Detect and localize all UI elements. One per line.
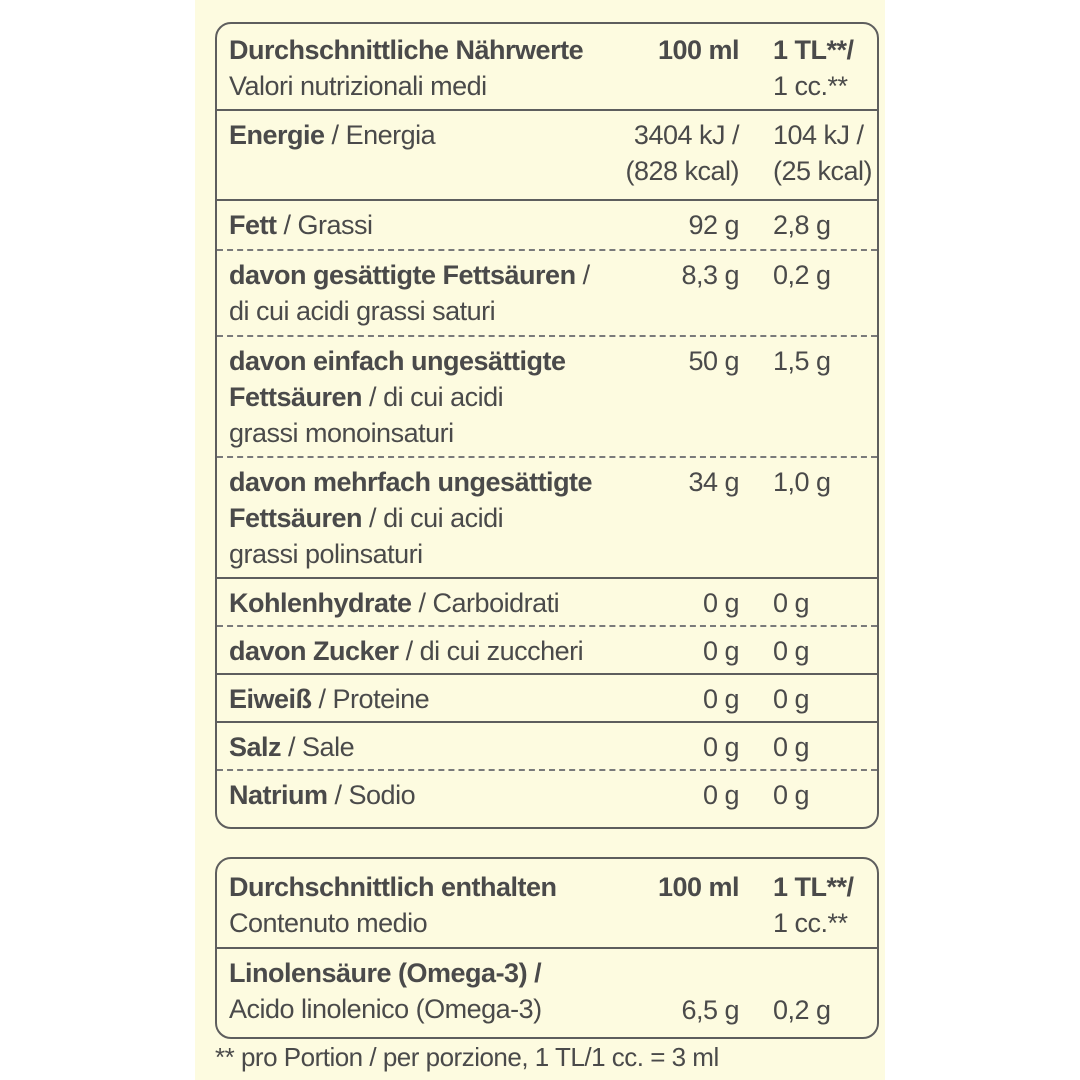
row-label-it: di cui acidi [383,503,504,533]
table-row-salt: Salz / Sale 0 g 0 g [217,721,877,771]
header-col-100ml: 100 ml [657,35,739,65]
value-100ml: 92 g [688,210,739,240]
table-header-row [217,24,877,111]
value-portion: 0 g [773,684,810,714]
table-row-monounsaturated-fat: davon einfach ungesättigte Fettsäuren / di cui acidi grassi monoinsaturi 50 g 1,5 g [217,335,877,458]
row-label-it: Proteine [332,684,430,714]
table-row-saturated-fat: davon gesättigte Fettsäuren / di cui acidi grassi saturi 8,3 g 0,2 g [217,249,877,337]
row-label-de: davon Zucker [229,636,399,666]
value-100ml: 3404 kJ / [633,120,739,150]
value-portion: 0,2 g [773,995,831,1025]
header-col-portion: 1 TL**/ [773,872,854,902]
row-label-it: Energia [345,120,436,150]
row-label-de: davon mehrfach ungesättigte [229,467,593,497]
value-100ml: 0 g [702,732,739,762]
value-portion: 104 kJ / [773,120,864,150]
value-100ml: 0 g [702,636,739,666]
nutrition-table [215,22,879,829]
footnote: ** pro Portion / per porzione, 1 TL/1 cc. = 3 ml [215,1042,719,1072]
table-row-energy: Energie / Energia 3404 kJ / (828 kcal) 104 kJ / (25 kcal) [217,109,877,201]
header-label-it: Contenuto medio [229,908,428,938]
value-100ml-kcal: (828 kcal) [625,156,739,186]
header-col-100ml: 100 ml [657,872,739,902]
row-label-it: Sale [302,732,355,762]
value-portion: 0 g [773,588,810,618]
table-row-polyunsaturated-fat: davon mehrfach ungesättigte Fettsäuren / di cui acidi grassi polinsaturi 34 g 1,0 g [217,456,877,579]
value-100ml: 6,5 g [681,995,739,1025]
omega3-table [215,857,879,1039]
row-label-de: Natrium [229,780,328,810]
header-label-de: Durchschnittlich enthalten [229,872,557,902]
value-100ml: 34 g [688,467,739,497]
value-100ml: 8,3 g [681,260,739,290]
table-row-protein: Eiweiß / Proteine 0 g 0 g [217,673,877,723]
row-label-de: Eiweiß [229,684,312,714]
header-label-it: Valori nutrizionali medi [229,71,487,101]
row-label-de-cont: Fettsäuren [229,503,363,533]
value-portion: 0 g [773,636,810,666]
row-label-it: di cui acidi grassi saturi [229,296,496,326]
table-row-fat: Fett / Grassi 92 g 2,8 g [217,199,877,251]
value-100ml: 0 g [702,780,739,810]
header-label-de: Durchschnittliche Nährwerte [229,35,584,65]
row-label-de: davon gesättigte Fettsäuren [229,260,576,290]
header-col-portion-it: 1 cc.** [773,908,848,938]
row-label-de: Linolensäure (Omega-3) / [229,958,542,988]
value-100ml: 0 g [702,684,739,714]
row-label-it: Acido linolenico (Omega-3) [229,994,542,1024]
row-label-de: davon einfach ungesättigte [229,346,566,376]
table-row-linolenic-acid [217,947,877,1036]
header-col-portion: 1 TL**/ [773,35,854,65]
table-row-sodium: Natrium / Sodio 0 g 0 g [217,769,877,826]
value-portion-kcal: (25 kcal) [773,156,873,186]
row-label-it: di cui acidi [383,382,504,412]
row-label-de: Salz [229,732,282,762]
value-portion: 0,2 g [773,260,831,290]
row-label-it: Grassi [297,210,373,240]
value-portion: 1,5 g [773,346,831,376]
row-label-it: Sodio [348,780,416,810]
header-col-portion-it: 1 cc.** [773,71,848,101]
table-row-sugars: davon Zucker / di cui zuccheri 0 g 0 g [217,625,877,675]
row-label-it-cont: grassi polinsaturi [229,539,423,569]
table-header-row [217,859,877,949]
row-label-it: Carboidrati [432,588,560,618]
value-portion: 0 g [773,780,810,810]
value-portion: 2,8 g [773,210,831,240]
row-label-it-cont: grassi monoinsaturi [229,418,454,448]
value-100ml: 50 g [688,346,739,376]
row-label-it: di cui zuccheri [419,636,584,666]
value-portion: 0 g [773,732,810,762]
value-100ml: 0 g [702,588,739,618]
row-label-de: Fett [229,210,277,240]
table-row-carbohydrates: Kohlenhydrate / Carboidrati 0 g 0 g [217,577,877,627]
row-label-de: Energie [229,120,325,150]
row-label-de: Kohlenhydrate [229,588,412,618]
value-portion: 1,0 g [773,467,831,497]
row-label-de-cont: Fettsäuren [229,382,363,412]
